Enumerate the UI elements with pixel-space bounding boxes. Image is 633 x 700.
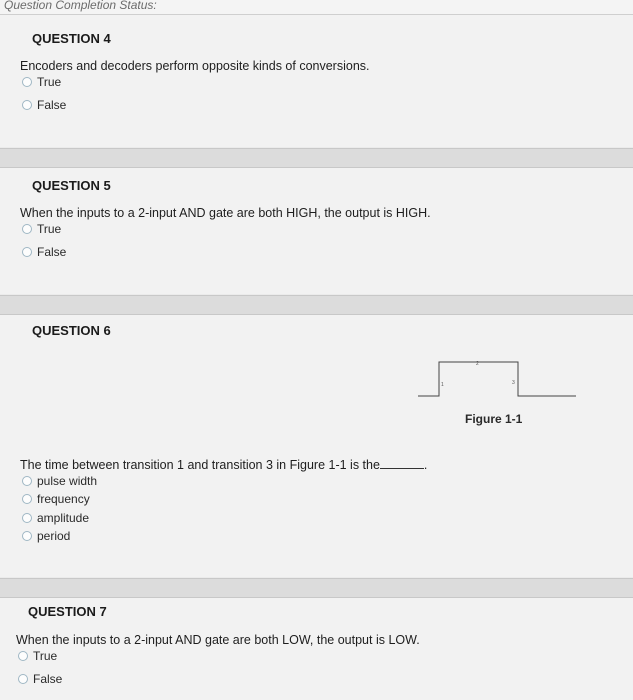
status-bar bbox=[0, 0, 633, 15]
option-label: period bbox=[37, 529, 71, 543]
question-6-option-pulse-width[interactable] bbox=[22, 474, 97, 488]
question-separator bbox=[0, 148, 633, 168]
question-4-option-true[interactable] bbox=[22, 75, 61, 89]
option-label: True bbox=[37, 222, 62, 236]
answer-blank bbox=[380, 458, 424, 469]
option-label: frequency bbox=[37, 492, 90, 506]
radio-button[interactable] bbox=[22, 100, 32, 110]
option-label: False bbox=[37, 245, 67, 259]
radio-button[interactable] bbox=[18, 674, 28, 684]
radio-button[interactable] bbox=[18, 651, 28, 661]
question-4-option-false[interactable] bbox=[22, 98, 66, 112]
question-6-text-end: . bbox=[423, 458, 428, 472]
question-6-option-frequency[interactable] bbox=[22, 492, 90, 506]
question-4-block bbox=[0, 15, 633, 147]
option-label: True bbox=[33, 649, 58, 663]
question-6-title: QUESTION 6 bbox=[32, 323, 111, 338]
transition-3-label: 3 bbox=[512, 380, 515, 386]
option-label: pulse width bbox=[37, 474, 98, 488]
option-label: False bbox=[33, 672, 63, 686]
question-7-option-true[interactable] bbox=[18, 649, 57, 663]
option-label: False bbox=[37, 98, 67, 112]
question-7-option-false[interactable] bbox=[18, 672, 62, 686]
waveform-line bbox=[418, 362, 576, 396]
figure-1-1-waveform bbox=[414, 358, 580, 402]
question-5-block bbox=[0, 168, 633, 294]
question-5-option-true[interactable] bbox=[22, 222, 61, 236]
question-4-title: QUESTION 4 bbox=[32, 31, 111, 46]
radio-button[interactable] bbox=[22, 224, 32, 234]
option-label: True bbox=[37, 75, 62, 89]
radio-button[interactable] bbox=[22, 531, 32, 541]
question-6-option-amplitude[interactable] bbox=[22, 511, 89, 525]
question-6-text bbox=[20, 458, 427, 472]
question-5-title: QUESTION 5 bbox=[32, 178, 111, 193]
option-label: amplitude bbox=[37, 511, 90, 525]
question-7-text: When the inputs to a 2-input AND gate are both LOW, the output is LOW. bbox=[16, 633, 420, 647]
radio-button[interactable] bbox=[22, 476, 32, 486]
radio-button[interactable] bbox=[22, 77, 32, 87]
question-separator bbox=[0, 578, 633, 598]
question-6-block bbox=[0, 315, 633, 577]
question-5-text: When the inputs to a 2-input AND gate are both HIGH, the output is HIGH. bbox=[20, 206, 431, 220]
question-4-text: Encoders and decoders perform opposite kinds of conversions. bbox=[20, 59, 370, 73]
question-6-text-main: The time between transition 1 and transition 3 in Figure 1-1 is the bbox=[20, 458, 380, 472]
question-7-title: QUESTION 7 bbox=[28, 604, 107, 619]
question-7-block bbox=[0, 598, 633, 700]
radio-button[interactable] bbox=[22, 494, 32, 504]
completion-status-label: Question Completion Status: bbox=[4, 0, 157, 12]
question-separator bbox=[0, 295, 633, 315]
transition-1-label: 1 bbox=[441, 382, 444, 388]
transition-2-label: 2 bbox=[476, 361, 479, 367]
question-5-option-false[interactable] bbox=[22, 245, 66, 259]
figure-caption: Figure 1-1 bbox=[465, 412, 523, 426]
question-6-option-period[interactable] bbox=[22, 529, 70, 543]
radio-button[interactable] bbox=[22, 513, 32, 523]
radio-button[interactable] bbox=[22, 247, 32, 257]
